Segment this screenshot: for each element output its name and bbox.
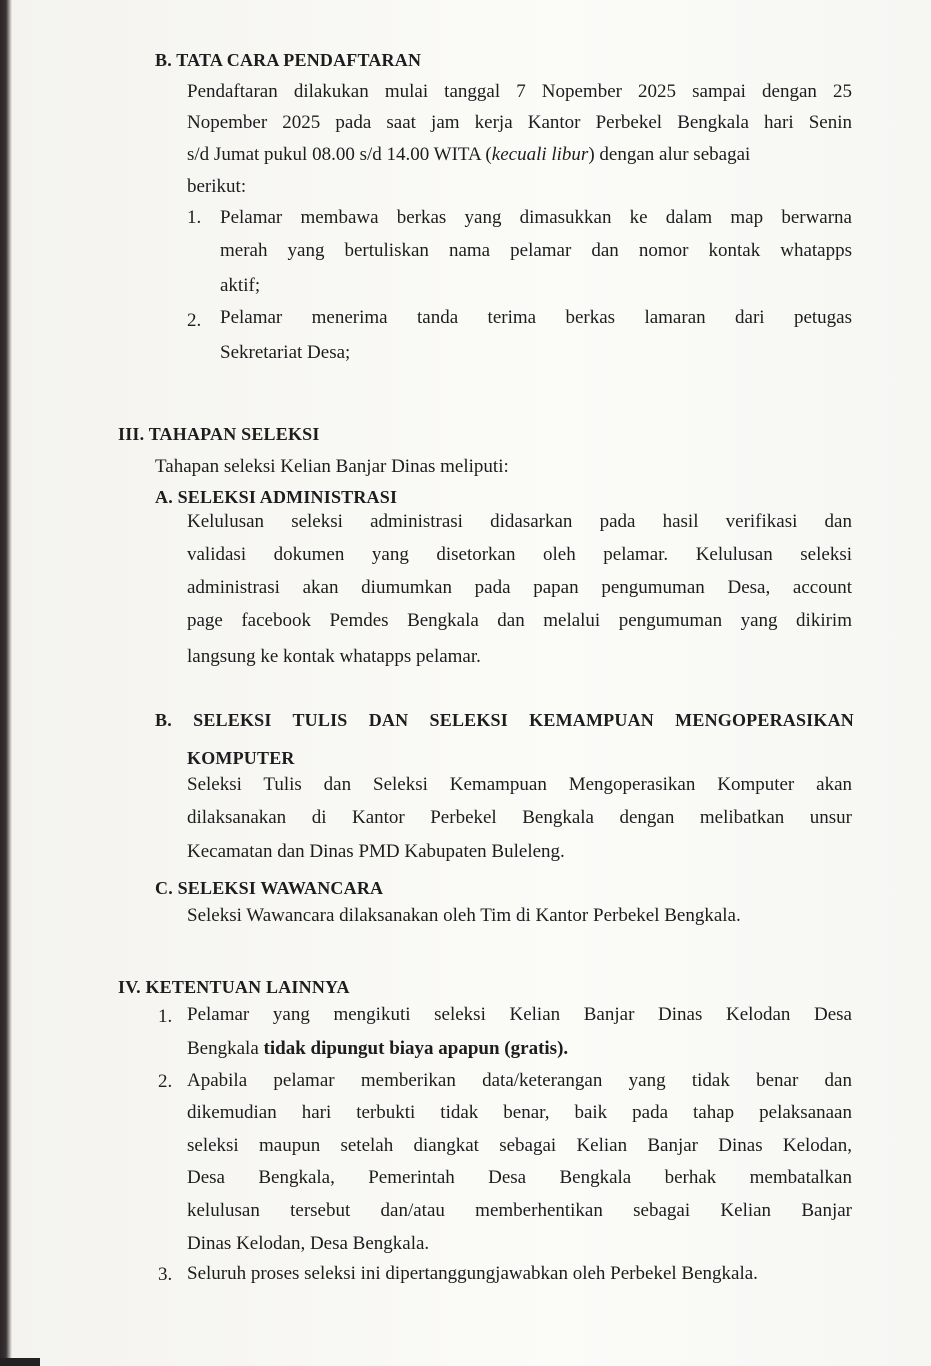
list-line: Pelamar menerima tanda terima berkas lamaran dari petugas [220, 307, 852, 328]
paragraph-line: Seleksi Tulis dan Seleksi Kemampuan Mengoperasikan Komputer akan [187, 774, 852, 795]
list-line: kelulusan tersebut dan/atau memberhentikan sebagai Kelian Banjar [187, 1200, 852, 1221]
list-number: 2. [158, 1071, 173, 1092]
list-line: seleksi maupun setelah diangkat sebagai Kelian Banjar Dinas Kelodan, [187, 1135, 852, 1156]
paragraph-line: Kecamatan dan Dinas PMD Kabupaten Buleleng. [187, 841, 565, 862]
paragraph-line [187, 143, 852, 167]
list-line: Pelamar yang mengikuti seleksi Kelian Banjar Dinas Kelodan Desa [187, 1004, 852, 1025]
paragraph-line: Kelulusan seleksi administrasi didasarkan pada hasil verifikasi dan [187, 511, 852, 532]
section-heading: III. TAHAPAN SELEKSI [118, 424, 320, 444]
list-line: Sekretariat Desa; [220, 342, 351, 363]
list-number: 1. [158, 1006, 173, 1027]
text: ) dengan alur sebagai [588, 144, 751, 165]
paragraph-line: Seleksi Wawancara dilaksanakan oleh Tim di Kantor Perbekel Bengkala. [187, 905, 741, 926]
paragraph-line: berikut: [187, 176, 247, 197]
section-heading: B. TATA CARA PENDAFTARAN [155, 50, 422, 70]
list-number: 1. [187, 207, 202, 228]
list-line: Desa Bengkala, Pemerintah Desa Bengkala berhak membatalkan [187, 1167, 852, 1188]
list-number: 3. [158, 1264, 173, 1285]
list-number: 2. [187, 310, 202, 331]
paragraph-line: Nopember 2025 pada saat jam kerja Kantor Perbekel Bengkala hari Senin [187, 112, 852, 133]
list-line: aktif; [220, 275, 261, 296]
paragraph-line: page facebook Pemdes Bengkala dan melalui pengumuman yang dikirim [187, 610, 852, 631]
list-line: dikemudian hari terbukti tidak benar, baik pada tahap pelaksanaan [187, 1102, 852, 1123]
text: s/d Jumat pukul 08.00 s/d 14.00 WITA ( [187, 144, 492, 165]
page-edge [0, 1358, 40, 1366]
bold-text: tidak dipungut biaya apapun (gratis). [263, 1038, 569, 1059]
list-line: merah yang bertuliskan nama pelamar dan nomor kontak whatapps [220, 240, 852, 261]
subsection-heading: KOMPUTER [187, 748, 295, 768]
italic-text: kecuali libur [491, 144, 589, 165]
paragraph-line: Pendaftaran dilakukan mulai tanggal 7 Nopember 2025 sampai dengan 25 [187, 81, 852, 102]
subsection-heading: C. SELEKSI WAWANCARA [155, 878, 384, 898]
paragraph-line: langsung ke kontak whatapps pelamar. [187, 646, 481, 667]
text: Bengkala [187, 1038, 264, 1059]
list-line: Pelamar membawa berkas yang dimasukkan ke dalam map berwarna [220, 207, 852, 228]
list-line: Seluruh proses seleksi ini dipertanggungjawabkan oleh Perbekel Bengkala. [187, 1263, 758, 1284]
paragraph-line: dilaksanakan di Kantor Perbekel Bengkala dengan melibatkan unsur [187, 807, 852, 828]
paragraph-line: validasi dokumen yang disetorkan oleh pelamar. Kelulusan seleksi [187, 544, 852, 565]
subsection-heading: B. SELEKSI TULIS DAN SELEKSI KEMAMPUAN MENGOPERASIKAN [155, 710, 854, 730]
list-line [187, 1037, 852, 1061]
paragraph-line: administrasi akan diumumkan pada papan pengumuman Desa, account [187, 577, 852, 598]
subsection-heading: A. SELEKSI ADMINISTRASI [155, 487, 398, 507]
intro-text: Tahapan seleksi Kelian Banjar Dinas meliputi: [155, 456, 509, 477]
list-line: Dinas Kelodan, Desa Bengkala. [187, 1233, 430, 1254]
list-line: Apabila pelamar memberikan data/keterangan yang tidak benar dan [187, 1070, 852, 1091]
section-heading: IV. KETENTUAN LAINNYA [118, 977, 350, 997]
